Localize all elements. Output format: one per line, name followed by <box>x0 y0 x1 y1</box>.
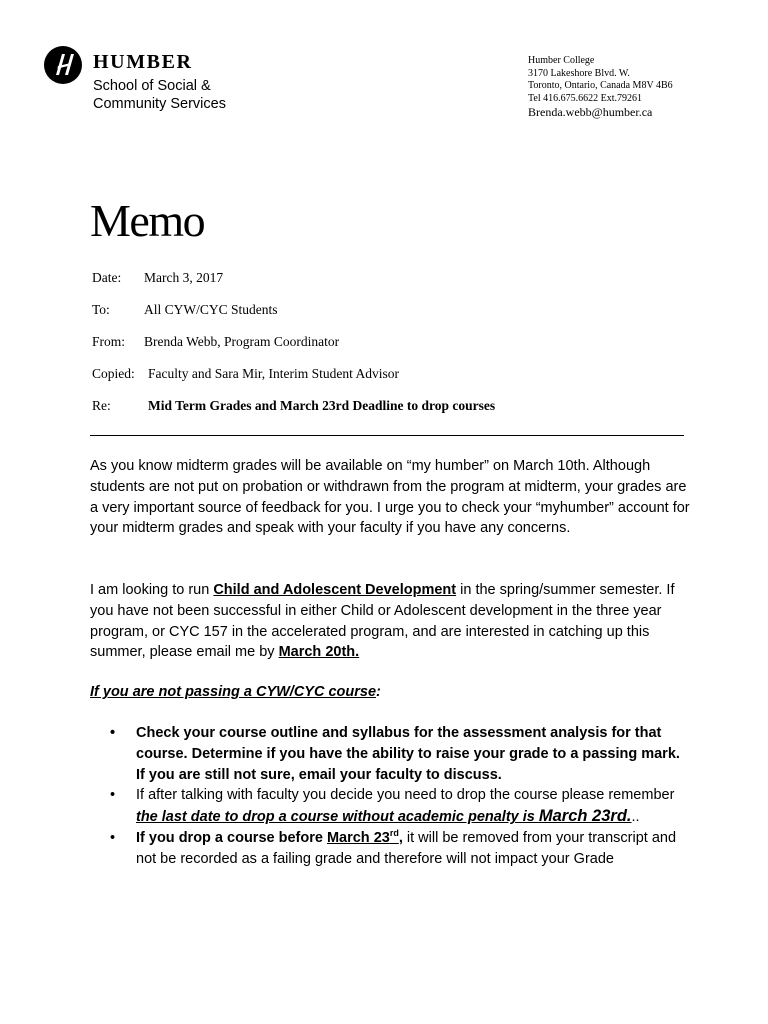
date-label: Date: <box>92 270 122 285</box>
drop-deadline-date: March 23rd. <box>538 807 632 826</box>
section-heading-colon: : <box>376 684 381 700</box>
drop-date <box>327 830 403 846</box>
list-item <box>110 723 690 785</box>
drop-date-text: March 23 <box>326 829 390 846</box>
bullet-text: If after talking with faculty you decide you need to drop the course please remember <box>136 787 675 804</box>
page-title: Memo <box>90 195 205 246</box>
logo-school-line2: Community Services <box>93 96 226 112</box>
list-item <box>110 785 690 828</box>
drop-deadline-text: the last date to drop a course without academic penalty is <box>136 809 539 826</box>
header-divider <box>90 435 684 436</box>
copied-label: Copied: <box>92 366 135 381</box>
address-email: Brenda.webb@humber.ca <box>528 105 653 120</box>
bullet-icon: • <box>110 725 116 741</box>
list-item <box>110 828 690 870</box>
bullet-icon: • <box>110 829 116 846</box>
bullet-list <box>110 723 690 870</box>
logo-school-line1: School of Social & <box>93 78 211 94</box>
section-heading-text: If you are not passing a CYW/CYC course <box>90 684 377 700</box>
drop-date-suffix: rd <box>389 828 399 839</box>
bullet-tail: .. <box>631 809 640 826</box>
course-name: Child and Adolescent Development <box>213 582 457 598</box>
address-line: Humber College <box>528 55 595 66</box>
humber-logo-icon <box>43 45 83 85</box>
section-heading <box>90 682 690 703</box>
from-label: From: <box>92 334 126 349</box>
from-value: Brenda Webb, Program Coordinator <box>144 334 340 349</box>
address-line: 3170 Lakeshore Blvd. W. <box>528 67 630 79</box>
to-value: All CYW/CYC Students <box>144 302 278 317</box>
copied-value: Faculty and Sara Mir, Interim Student Advisor <box>148 366 400 381</box>
p2-text: I am looking to run <box>90 582 214 598</box>
humber-logo <box>43 45 233 115</box>
re-value: Mid Term Grades and March 23rd Deadline to drop courses <box>148 398 496 413</box>
drop-date-comma: , <box>398 829 403 846</box>
address-phone: Tel 416.675.6622 Ext.79261 <box>528 92 643 104</box>
logo-wordmark: HUMBER <box>93 51 193 73</box>
to-label: To: <box>92 302 110 317</box>
address-line: Toronto, Ontario, Canada M8V 4B6 <box>528 80 673 92</box>
bullet-text: Check your course outline and syllabus for the assessment analysis for that course. Determine if you have the ability to raise your grade to a passing mark. If you are still not sure, email your faculty to discuss. <box>136 725 680 783</box>
paragraph-spring-course <box>90 580 690 663</box>
date-value: March 3, 2017 <box>144 270 224 285</box>
bullet-text: If you drop a course before <box>136 829 327 846</box>
bullet-text: it will be removed from your transcript and not be recorded as a failing grade and therefore will not impact your Grade <box>136 829 677 867</box>
bullet-icon: • <box>110 787 116 804</box>
p2-text: in the spring/summer semester. If you have not been successful in either Child or Adolescent development in the three year program, or CYC 157 in the accelerated program, and are interested in catching up this summer, please email me by <box>90 582 675 661</box>
sender-address <box>528 55 673 120</box>
re-label: Re: <box>92 398 111 413</box>
email-deadline: March 20th. <box>278 644 360 661</box>
paragraph-midterm: As you know midterm grades will be available on “my humber” on March 10th. Although students are not put on probation or withdrawn from the program at midterm, your grades are a very important source of feedback for you. I urge you to check your “myhumber” account for your midterm grades and speak with your faculty if you have any concerns. <box>90 458 690 537</box>
